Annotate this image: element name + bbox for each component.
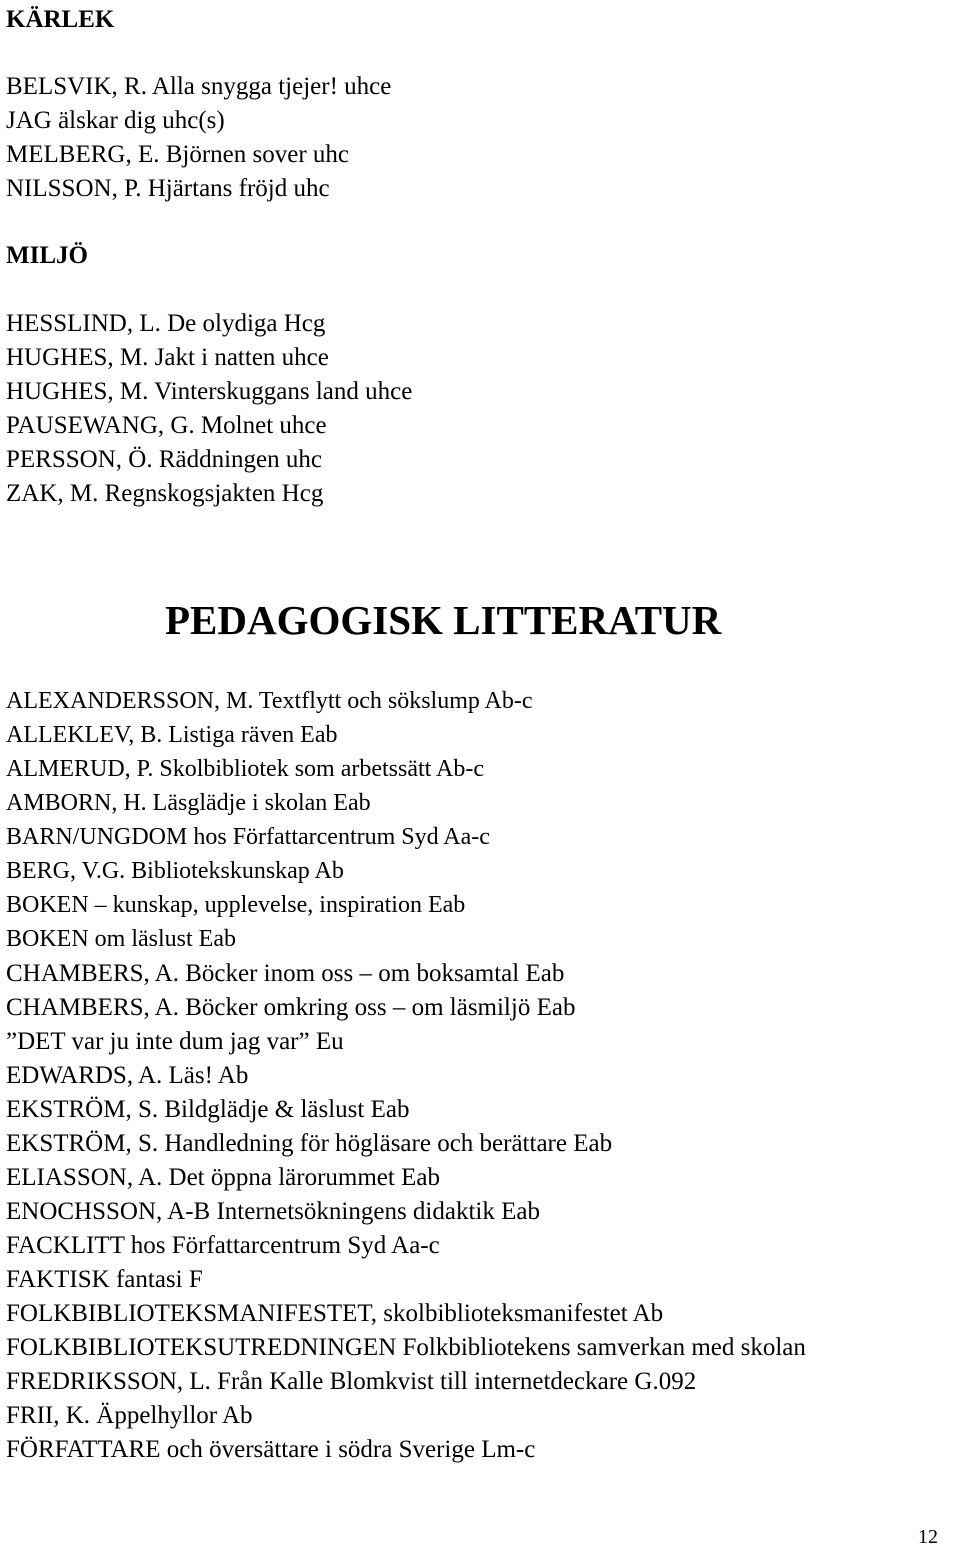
list-item: FOLKBIBLIOTEKSMANIFESTET, skolbiblioteksmanifestet Ab [6, 1300, 664, 1327]
heading-karlek: KÄRLEK [6, 6, 115, 33]
list-item: ALEXANDERSSON, M. Textflytt och sökslump Ab-c [6, 688, 533, 714]
heading-miljo: MILJÖ [6, 242, 88, 269]
list-item: HUGHES, M. Vinterskuggans land uhce [6, 378, 413, 405]
heading-pedagogisk-litteratur: PEDAGOGISK LITTERATUR [165, 597, 722, 643]
list-item: FÖRFATTARE och översättare i södra Sverige Lm-c [6, 1436, 536, 1463]
list-item: BARN/UNGDOM hos Författarcentrum Syd Aa-c [6, 824, 490, 850]
list-item: FAKTISK fantasi F [6, 1266, 203, 1293]
list-item: AMBORN, H. Läsglädje i skolan Eab [6, 790, 371, 816]
list-item: ZAK, M. Regnskogsjakten Hcg [6, 480, 324, 507]
list-item: EDWARDS, A. Läs! Ab [6, 1062, 249, 1089]
list-item: BOKEN – kunskap, upplevelse, inspiration Eab [6, 892, 466, 918]
list-item: ”DET var ju inte dum jag var” Eu [6, 1028, 344, 1055]
list-item: PERSSON, Ö. Räddningen uhc [6, 446, 322, 473]
page-number: 12 [918, 1526, 938, 1548]
list-item: CHAMBERS, A. Böcker inom oss – om boksamtal Eab [6, 960, 565, 987]
list-item: HUGHES, M. Jakt i natten uhce [6, 344, 329, 371]
list-item: BERG, V.G. Bibliotekskunskap Ab [6, 858, 344, 884]
list-item: CHAMBERS, A. Böcker omkring oss – om läsmiljö Eab [6, 994, 576, 1021]
list-item: PAUSEWANG, G. Molnet uhce [6, 412, 327, 439]
list-item: EKSTRÖM, S. Bildglädje & läslust Eab [6, 1096, 410, 1123]
list-item: EKSTRÖM, S. Handledning för högläsare och berättare Eab [6, 1130, 613, 1157]
list-item: MELBERG, E. Björnen sover uhc [6, 141, 350, 168]
list-item: FRII, K. Äppelhyllor Ab [6, 1402, 253, 1429]
list-item: ALLEKLEV, B. Listiga räven Eab [6, 722, 338, 748]
list-item: ALMERUD, P. Skolbibliotek som arbetssätt Ab-c [6, 756, 484, 782]
list-item: BOKEN om läslust Eab [6, 926, 236, 952]
list-item: ELIASSON, A. Det öppna lärorummet Eab [6, 1164, 440, 1191]
list-item: FREDRIKSSON, L. Från Kalle Blomkvist till internetdeckare G.092 [6, 1368, 697, 1395]
list-item: JAG älskar dig uhc(s) [6, 107, 225, 134]
list-item: NILSSON, P. Hjärtans fröjd uhc [6, 175, 330, 202]
list-item: HESSLIND, L. De olydiga Hcg [6, 310, 326, 337]
list-item: BELSVIK, R. Alla snygga tjejer! uhce [6, 73, 392, 100]
list-item: ENOCHSSON, A-B Internetsökningens didaktik Eab [6, 1198, 540, 1225]
list-item: FOLKBIBLIOTEKSUTREDNINGEN Folkbibliotekens samverkan med skolan [6, 1334, 806, 1361]
list-item: FACKLITT hos Författarcentrum Syd Aa-c [6, 1232, 440, 1259]
